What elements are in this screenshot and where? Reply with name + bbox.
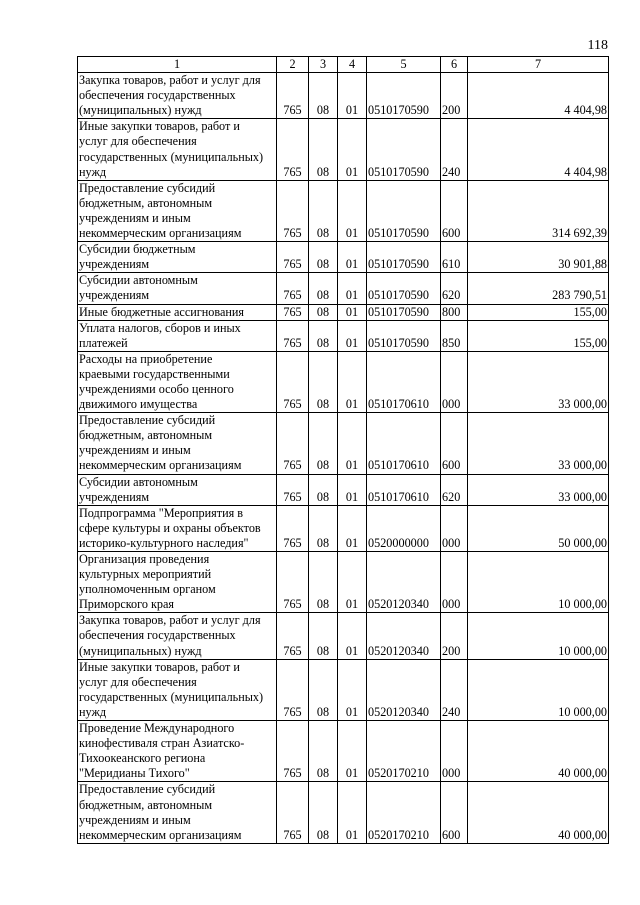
target-article-cell: 0520000000 [367, 505, 441, 551]
amount-cell: 283 790,51 [468, 273, 609, 304]
target-article-cell: 0520120340 [367, 659, 441, 720]
subsection-code-cell: 01 [338, 613, 367, 659]
table-row [78, 273, 609, 304]
description-cell: Предоставление субсидий бюджетным, автономным учреждениям и иным некоммерческим организациям [78, 782, 277, 843]
amount-cell: 50 000,00 [468, 505, 609, 551]
subsection-code-cell: 01 [338, 552, 367, 613]
subsection-code-cell: 01 [338, 320, 367, 351]
description-cell: Закупка товаров, работ и услуг для обеспечения государственных (муниципальных) нужд [78, 73, 277, 119]
column-header: 6 [441, 57, 468, 73]
budget-table [77, 56, 609, 844]
amount-cell: 314 692,39 [468, 180, 609, 241]
expense-type-cell: 200 [441, 613, 468, 659]
description-cell: Иные бюджетные ассигнования [78, 304, 277, 320]
section-code-cell: 08 [309, 273, 338, 304]
amount-cell: 4 404,98 [468, 73, 609, 119]
ministry-code-cell: 765 [277, 721, 309, 782]
expense-type-cell: 600 [441, 413, 468, 474]
target-article-cell: 0510170590 [367, 73, 441, 119]
amount-cell: 10 000,00 [468, 552, 609, 613]
table-row [78, 782, 609, 843]
expense-type-cell: 600 [441, 180, 468, 241]
amount-cell: 10 000,00 [468, 613, 609, 659]
expense-type-cell: 000 [441, 552, 468, 613]
table-row [78, 351, 609, 412]
ministry-code-cell: 765 [277, 119, 309, 180]
description-cell: Закупка товаров, работ и услуг для обеспечения государственных (муниципальных) нужд [78, 613, 277, 659]
expense-type-cell: 620 [441, 273, 468, 304]
subsection-code-cell: 01 [338, 413, 367, 474]
ministry-code-cell: 765 [277, 474, 309, 505]
target-article-cell: 0520170210 [367, 721, 441, 782]
expense-type-cell: 800 [441, 304, 468, 320]
amount-cell: 155,00 [468, 304, 609, 320]
amount-cell: 155,00 [468, 320, 609, 351]
subsection-code-cell: 01 [338, 505, 367, 551]
table-row [78, 505, 609, 551]
subsection-code-cell: 01 [338, 119, 367, 180]
section-code-cell: 08 [309, 613, 338, 659]
column-header: 5 [367, 57, 441, 73]
description-cell: Организация проведения культурных мероприятий уполномоченным органом Приморского края [78, 552, 277, 613]
header-row [78, 57, 609, 73]
table-row [78, 474, 609, 505]
section-code-cell: 08 [309, 659, 338, 720]
amount-cell: 30 901,88 [468, 242, 609, 273]
section-code-cell: 08 [309, 119, 338, 180]
expense-type-cell: 850 [441, 320, 468, 351]
description-cell: Субсидии автономным учреждениям [78, 474, 277, 505]
column-header: 7 [468, 57, 609, 73]
section-code-cell: 08 [309, 413, 338, 474]
ministry-code-cell: 765 [277, 351, 309, 412]
amount-cell: 4 404,98 [468, 119, 609, 180]
column-header: 4 [338, 57, 367, 73]
description-cell: Подпрограмма "Мероприятия в сфере культуры и охраны объектов историко-культурного наследия" [78, 505, 277, 551]
ministry-code-cell: 765 [277, 320, 309, 351]
column-header: 3 [309, 57, 338, 73]
expense-type-cell: 600 [441, 782, 468, 843]
subsection-code-cell: 01 [338, 273, 367, 304]
amount-cell: 33 000,00 [468, 351, 609, 412]
target-article-cell: 0510170590 [367, 180, 441, 241]
table-row [78, 721, 609, 782]
subsection-code-cell: 01 [338, 721, 367, 782]
expense-type-cell: 200 [441, 73, 468, 119]
column-header: 1 [78, 57, 277, 73]
table-row [78, 73, 609, 119]
expense-type-cell: 610 [441, 242, 468, 273]
ministry-code-cell: 765 [277, 413, 309, 474]
subsection-code-cell: 01 [338, 659, 367, 720]
section-code-cell: 08 [309, 505, 338, 551]
section-code-cell: 08 [309, 782, 338, 843]
section-code-cell: 08 [309, 304, 338, 320]
target-article-cell: 0510170590 [367, 119, 441, 180]
table-row [78, 613, 609, 659]
ministry-code-cell: 765 [277, 552, 309, 613]
expense-type-cell: 620 [441, 474, 468, 505]
table-row [78, 413, 609, 474]
section-code-cell: 08 [309, 242, 338, 273]
column-header: 2 [277, 57, 309, 73]
target-article-cell: 0510170610 [367, 413, 441, 474]
ministry-code-cell: 765 [277, 505, 309, 551]
ministry-code-cell: 765 [277, 613, 309, 659]
section-code-cell: 08 [309, 180, 338, 241]
table-row [78, 659, 609, 720]
subsection-code-cell: 01 [338, 351, 367, 412]
description-cell: Иные закупки товаров, работ и услуг для обеспечения государственных (муниципальных) нужд [78, 659, 277, 720]
description-cell: Субсидии автономным учреждениям [78, 273, 277, 304]
description-cell: Проведение Международного кинофестиваля стран Азиатско- Тихоокеанского региона "Меридианы Тихого" [78, 721, 277, 782]
subsection-code-cell: 01 [338, 782, 367, 843]
page-number: 118 [587, 38, 608, 53]
section-code-cell: 08 [309, 721, 338, 782]
description-cell: Расходы на приобретение краевыми государственными учреждениями особо ценного движимого имущества [78, 351, 277, 412]
target-article-cell: 0510170610 [367, 351, 441, 412]
ministry-code-cell: 765 [277, 73, 309, 119]
description-cell: Иные закупки товаров, работ и услуг для обеспечения государственных (муниципальных) нужд [78, 119, 277, 180]
description-cell: Субсидии бюджетным учреждениям [78, 242, 277, 273]
ministry-code-cell: 765 [277, 273, 309, 304]
target-article-cell: 0520120340 [367, 552, 441, 613]
table-row [78, 242, 609, 273]
description-cell: Предоставление субсидий бюджетным, автономным учреждениям и иным некоммерческим организациям [78, 413, 277, 474]
ministry-code-cell: 765 [277, 304, 309, 320]
target-article-cell: 0510170590 [367, 304, 441, 320]
description-cell: Предоставление субсидий бюджетным, автономным учреждениям и иным некоммерческим организациям [78, 180, 277, 241]
target-article-cell: 0510170590 [367, 273, 441, 304]
amount-cell: 33 000,00 [468, 474, 609, 505]
subsection-code-cell: 01 [338, 304, 367, 320]
target-article-cell: 0510170590 [367, 242, 441, 273]
section-code-cell: 08 [309, 73, 338, 119]
amount-cell: 10 000,00 [468, 659, 609, 720]
target-article-cell: 0520120340 [367, 613, 441, 659]
amount-cell: 40 000,00 [468, 782, 609, 843]
section-code-cell: 08 [309, 474, 338, 505]
amount-cell: 40 000,00 [468, 721, 609, 782]
subsection-code-cell: 01 [338, 242, 367, 273]
subsection-code-cell: 01 [338, 180, 367, 241]
ministry-code-cell: 765 [277, 782, 309, 843]
expense-type-cell: 240 [441, 119, 468, 180]
subsection-code-cell: 01 [338, 73, 367, 119]
table-row [78, 180, 609, 241]
target-article-cell: 0510170610 [367, 474, 441, 505]
target-article-cell: 0520170210 [367, 782, 441, 843]
expense-type-cell: 000 [441, 505, 468, 551]
target-article-cell: 0510170590 [367, 320, 441, 351]
expense-type-cell: 000 [441, 721, 468, 782]
table-row [78, 552, 609, 613]
ministry-code-cell: 765 [277, 659, 309, 720]
ministry-code-cell: 765 [277, 242, 309, 273]
expense-type-cell: 240 [441, 659, 468, 720]
table-row [78, 119, 609, 180]
table-row [78, 304, 609, 320]
section-code-cell: 08 [309, 320, 338, 351]
section-code-cell: 08 [309, 351, 338, 412]
description-cell: Уплата налогов, сборов и иных платежей [78, 320, 277, 351]
subsection-code-cell: 01 [338, 474, 367, 505]
amount-cell: 33 000,00 [468, 413, 609, 474]
table-row [78, 320, 609, 351]
expense-type-cell: 000 [441, 351, 468, 412]
section-code-cell: 08 [309, 552, 338, 613]
ministry-code-cell: 765 [277, 180, 309, 241]
